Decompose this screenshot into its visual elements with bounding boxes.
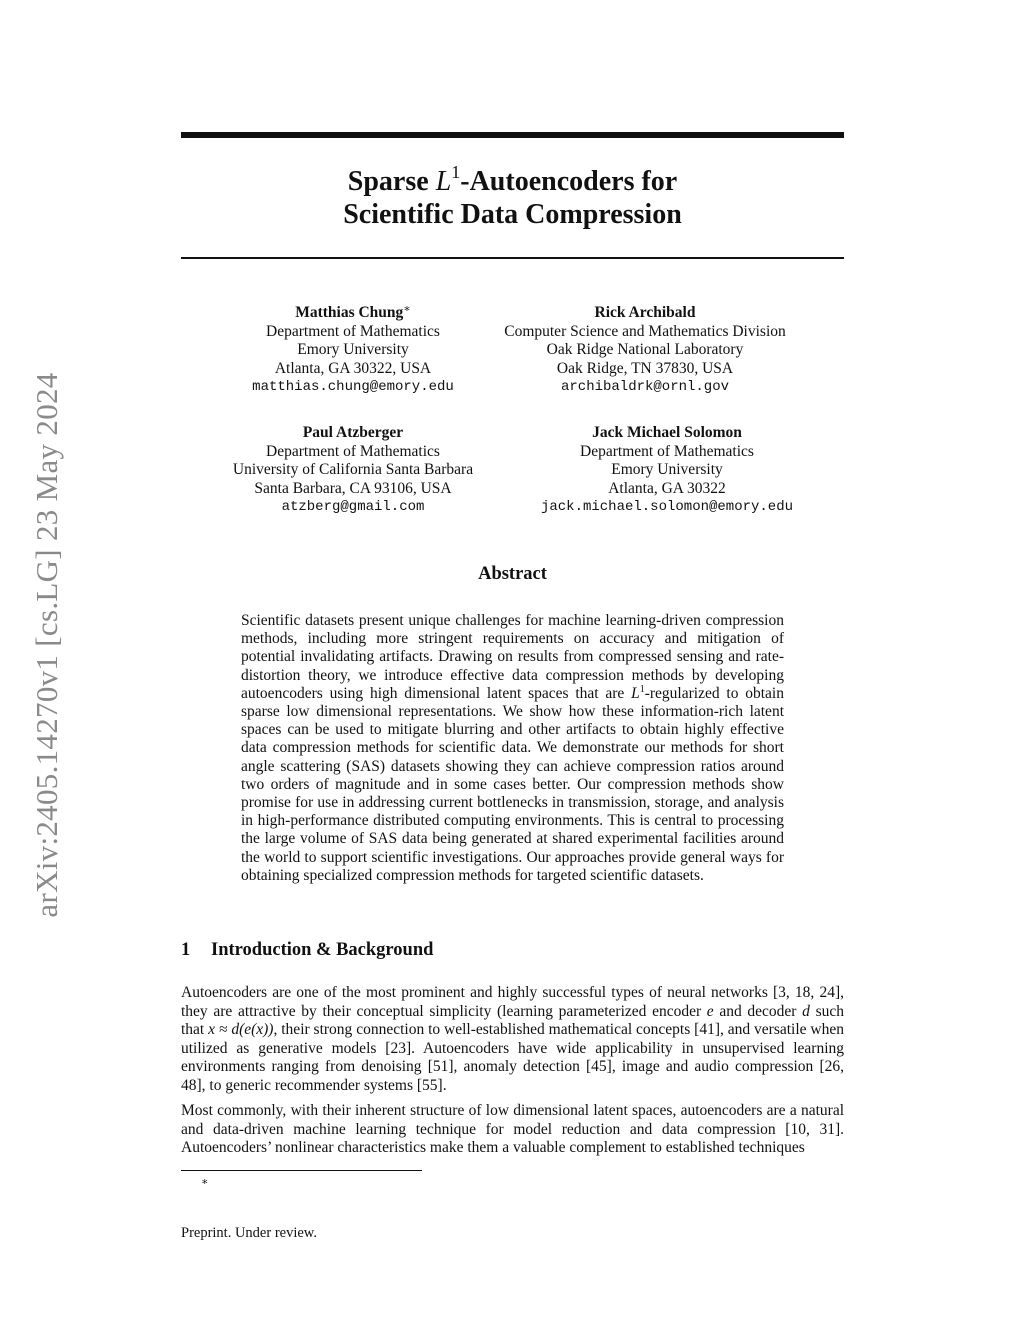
intro-paragraph-2: Most commonly, with their inherent structure of low dimensional latent spaces, autoencoders are a natural and data-driven machine learning technique for model reduction and data compression [10, 31]. Autoencoders’ nonlinear characteristics make them a valuable complement to established techniques bbox=[181, 1102, 844, 1157]
title-top-rule bbox=[181, 132, 844, 138]
footnote-rule bbox=[181, 1170, 422, 1171]
author-affiliation-line: Emory University bbox=[297, 341, 409, 359]
author-block-solomon bbox=[496, 424, 838, 517]
author-affiliation-line: Santa Barbara, CA 93106, USA bbox=[254, 479, 452, 497]
section-heading-introduction bbox=[181, 940, 433, 961]
author-affiliation-line: University of California Santa Barbara bbox=[232, 461, 474, 479]
author-footnote-marker: ∗ bbox=[403, 303, 411, 315]
author-affiliation-line: Department of Mathematics bbox=[266, 322, 440, 340]
author-affiliation-line: Oak Ridge, TN 37830, USA bbox=[556, 359, 734, 377]
author-name: Jack Michael Solomon bbox=[592, 424, 742, 441]
abstract-math-superscript: 1 bbox=[639, 683, 645, 695]
title-math-superscript: 1 bbox=[451, 162, 461, 182]
author-block-chung bbox=[182, 304, 524, 397]
author-affiliation-line: Oak Ridge National Laboratory bbox=[546, 341, 744, 359]
author-email[interactable]: matthias.chung@emory.edu bbox=[252, 379, 454, 396]
author-email[interactable]: archibaldrk@ornl.gov bbox=[560, 379, 730, 396]
author-email[interactable]: atzberg@gmail.com bbox=[281, 499, 425, 516]
title-math-l: L bbox=[435, 166, 452, 197]
author-affiliation-line: Atlanta, GA 30322, USA bbox=[274, 359, 432, 377]
title-prefix: Sparse bbox=[347, 166, 436, 197]
author-block-atzberger bbox=[182, 424, 524, 517]
paragraph-text: Autoencoders are one of the most prominent and highly successful types of neural networks [3, 18, 24], they are attractive by their conceptual simplicity (learning parameterized encoder bbox=[181, 984, 844, 1020]
title-line-1 bbox=[181, 162, 844, 198]
abstract-text-part-2: -regularized to obtain sparse low dimensional representations. We show how these information-rich latent spaces can be used to mitigate blurring and other artifacts to obtain highly effective data compression methods for scientific data. We demonstrate our methods for short angle scattering (SAS) datasets showing they can achieve compression ratios around two orders of magnitude and in some cases better. Our compression methods show promise for use in addressing current bottlenecks in transmission, storage, and analysis in high-performance distributed computing environments. This is central to processing the large volume of SAS data being generated at shared experimental facilities around the world to support scientific investigations. Our approaches provide general ways for obtaining specialized compression methods for targeted scientific datasets. bbox=[241, 684, 784, 884]
title-bottom-rule bbox=[181, 257, 844, 259]
math-reconstruction: x ≈ d(e(x)) bbox=[208, 1021, 274, 1039]
abstract-heading: Abstract bbox=[478, 564, 547, 584]
author-affiliation-line: Emory University bbox=[611, 461, 723, 479]
section-number: 1 bbox=[181, 940, 191, 960]
abstract-body bbox=[241, 612, 784, 885]
preprint-note: Preprint. Under review. bbox=[181, 1225, 317, 1241]
paragraph-text: such that bbox=[181, 1002, 844, 1039]
author-name: Matthias Chung∗ bbox=[295, 303, 411, 321]
author-affiliation-line: Computer Science and Mathematics Division bbox=[504, 322, 786, 340]
paragraph-text: , their strong connection to well-established mathematical concepts [41], and versatile when utilized as generative models [23]. Autoencoders have wide applicability in unsupervised learning environments ranging from denoising [51], anomaly detection [45], image and audio compression [26, 48], to generic recommender systems [55]. bbox=[181, 1021, 844, 1094]
author-block-archibald bbox=[474, 304, 816, 397]
author-affiliation-line: Department of Mathematics bbox=[580, 442, 754, 460]
author-affiliation-line: Department of Mathematics bbox=[266, 442, 440, 460]
footnote-marker: ∗ bbox=[201, 1176, 209, 1188]
paragraph-text: and decoder bbox=[713, 1002, 803, 1020]
abstract-text-part-1: Scientific datasets present unique challenges for machine learning-driven compression methods, including more stringent requirements on accuracy and mitigation of potential invalidating artifacts. Drawing on results from compressed sensing and rate-distortion theory, we introduce effective data compression methods by developing autoencoders using high dimensional latent spaces that are bbox=[241, 612, 784, 702]
title-line-2: Scientific Data Compression bbox=[343, 199, 682, 230]
author-name: Paul Atzberger bbox=[302, 424, 404, 441]
math-encoder-e: e bbox=[706, 1002, 714, 1020]
author-affiliation-line: Atlanta, GA 30322 bbox=[608, 479, 726, 497]
abstract-math-l: L bbox=[631, 684, 640, 702]
title-suffix: -Autoencoders for bbox=[460, 166, 678, 197]
paper-title bbox=[181, 162, 844, 231]
math-decoder-d: d bbox=[802, 1002, 810, 1020]
author-name: Rick Archibald bbox=[594, 304, 696, 321]
section-title: Introduction & Background bbox=[211, 940, 434, 960]
arxiv-identifier-stamp: arXiv:2405.14270v1 [cs.LG] 23 May 2024 bbox=[29, 372, 64, 918]
author-email[interactable]: jack.michael.solomon@emory.edu bbox=[540, 499, 794, 516]
intro-paragraph-1 bbox=[181, 984, 844, 1096]
